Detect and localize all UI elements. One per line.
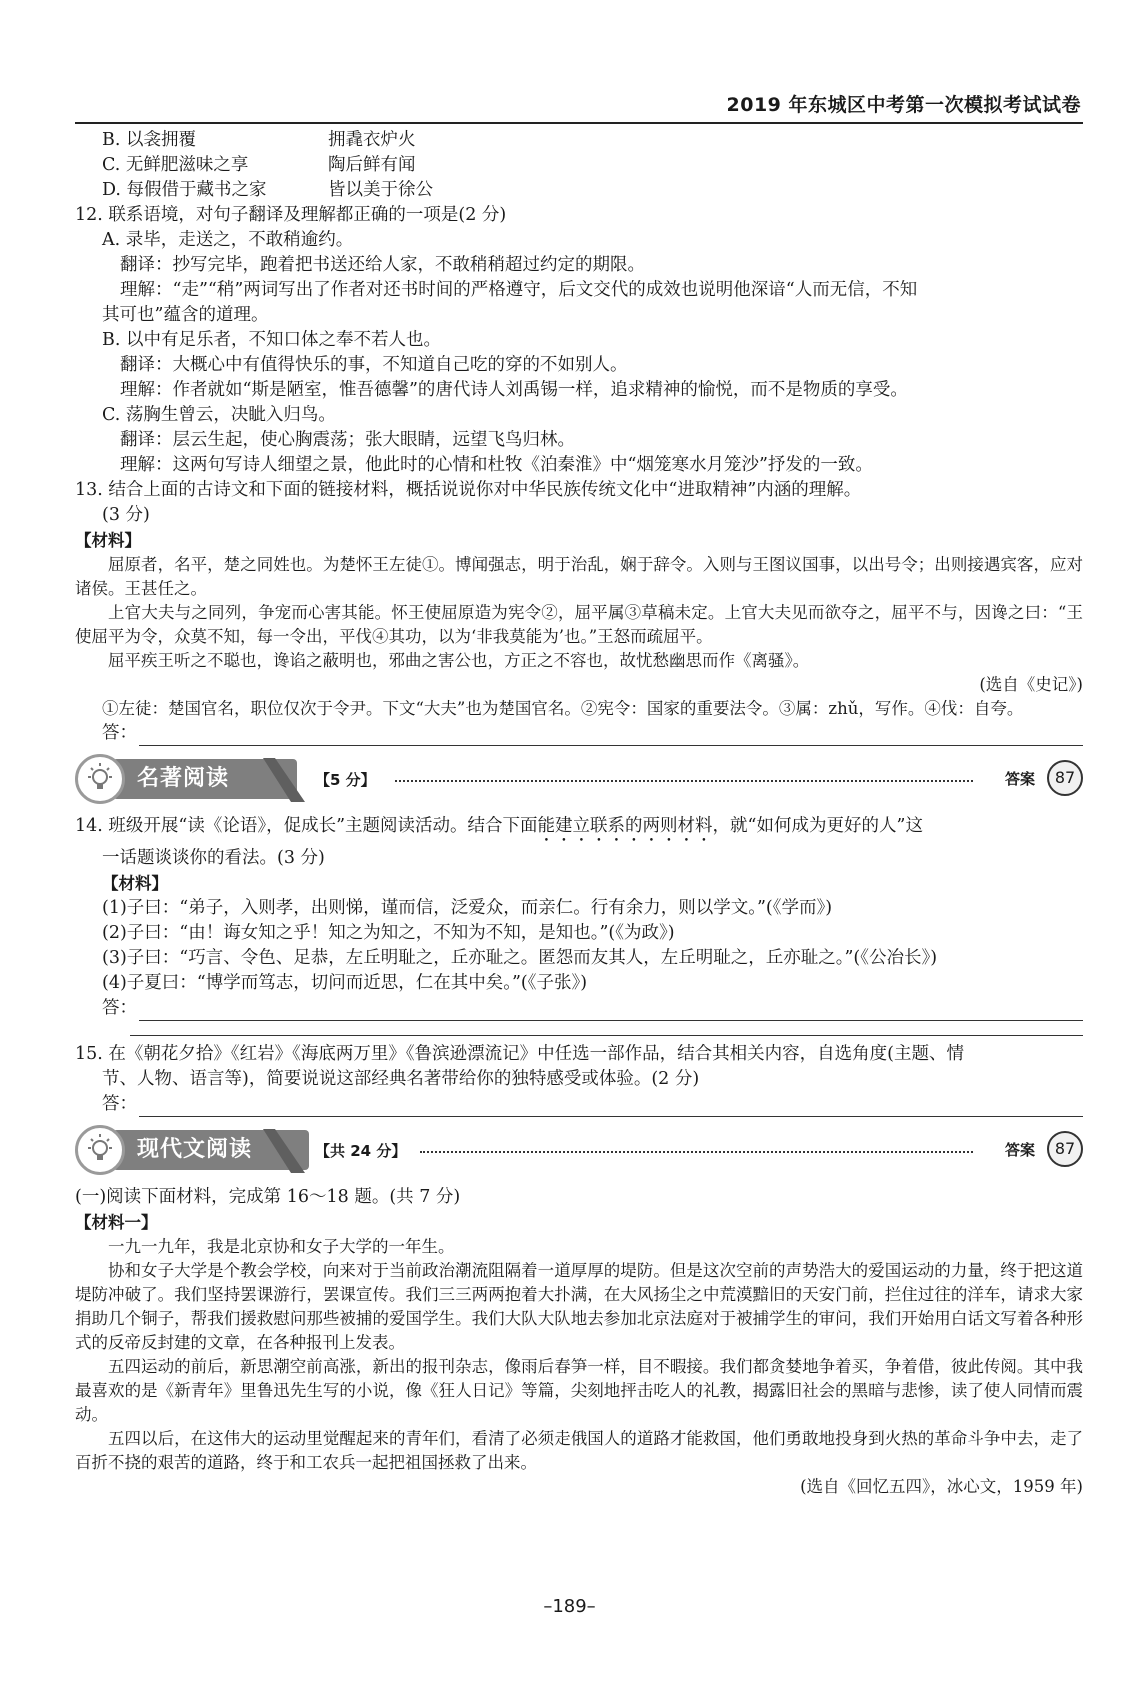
q14-stem-emphasis: 能建立联系的两则材料	[537, 816, 713, 836]
q11-option-d-left: D. 每假借于藏书之家	[102, 180, 267, 200]
q12-c-translation: 翻译：层云生起，使心胸震荡；张大眼睛，远望飞鸟归林。	[120, 430, 575, 450]
q11-option-b	[75, 128, 1083, 153]
section-banner-modern	[75, 1125, 1083, 1179]
header-title: 2019 年东城区中考第一次模拟考试试卷	[726, 94, 1081, 116]
q12-b-understanding: 理解：作者就如“斯是陋室，惟吾德馨”的唐代诗人刘禹锡一样，追求精神的愉悦，而不是物质的享受。	[120, 380, 908, 400]
q12-stem: 12. 联系语境，对句子翻译及理解都正确的一项是(2 分)	[75, 205, 507, 225]
section-score: 【共 24 分】	[315, 1142, 407, 1160]
lightbulb-icon	[75, 754, 125, 804]
q11-option-d-right: 皆以美于徐公	[328, 180, 433, 200]
q13-answer-line[interactable]	[139, 727, 1083, 746]
section-title: 现代文阅读	[137, 1137, 253, 1162]
pen-stroke-icon	[261, 1127, 307, 1175]
q13-material-label: 【材料】	[75, 531, 141, 550]
reading-intro: (一)阅读下面材料，完成第 16～18 题。(共 7 分)	[75, 1187, 461, 1207]
section-title: 名著阅读	[137, 766, 230, 791]
q14-answer-line[interactable]	[139, 1002, 1083, 1021]
q15-stem: 15. 在《朝花夕拾》《红岩》《海底两万里》《鲁滨逊漂流记》中任选一部作品，结合其相关内容，自选角度(主题、情	[75, 1044, 964, 1064]
q14-answer-row[interactable]	[75, 996, 1083, 1021]
q12-a-text: A. 录毕，走送之，不敢稍逾约。	[102, 230, 354, 250]
q13-source: (选自《史记》)	[979, 675, 1083, 694]
q15-answer-label: 答：	[102, 1094, 137, 1114]
q12-a-understanding-1: 理解：“走”“稍”两词写出了作者对还书时间的严格遵守，后文交代的成效也说明他深谙“人而无信，不知	[120, 280, 918, 300]
page-number: –189–	[543, 1596, 596, 1617]
section-leader-dots	[395, 780, 973, 782]
q13-material-p1: 屈原者，名平，楚之同姓也。为楚怀王左徒①。博闻强志，明于治乱，娴于辞令。入则与王图议国事，以出号令；出则接遇宾客，应对诸侯。王甚任之。	[75, 555, 1083, 598]
q14-item-2: (2)子曰：“由！诲女知之乎！知之为知之，不知为不知，是知也。”(《为政》)	[102, 923, 675, 943]
section-answer-label: 答案	[1004, 770, 1035, 788]
q11-option-c-left: C. 无鲜肥滋味之享	[102, 155, 249, 175]
q12-a-translation: 翻译：抄写完毕，跑着把书送还给人家，不敢稍稍超过约定的期限。	[120, 255, 645, 275]
page-content	[75, 128, 1083, 1499]
q14-answer-line-2[interactable]	[130, 1021, 1083, 1036]
answer-page-badge[interactable]: 87	[1047, 1131, 1083, 1167]
q14-stem	[75, 814, 1083, 846]
q14-item-1: (1)子曰：“弟子，入则孝，出则悌，谨而信，泛爱众，而亲仁。行有余力，则以学文。”(《学而》)	[102, 898, 833, 918]
q12-c-understanding: 理解：这两句写诗人细望之景，他此时的心情和杜牧《泊秦淮》中“烟笼寒水月笼沙”抒发的一致。	[120, 455, 873, 475]
q12-a-understanding-2: 其可也”蕴含的道理。	[102, 305, 269, 325]
reading-source: (选自《回忆五四》，冰心文，1959 年)	[800, 1477, 1083, 1496]
section-score: 【5 分】	[315, 771, 376, 789]
q13-stem-score: (3 分)	[102, 505, 150, 525]
section-banner-classics	[75, 754, 1083, 808]
section-answer-label: 答案	[1004, 1141, 1035, 1159]
q15-stem-2: 节、人物、语言等)，简要说说这部经典名著带给你的独特感受或体验。(2 分)	[102, 1069, 700, 1089]
page-header	[75, 86, 1083, 124]
section-leader-dots	[420, 1151, 973, 1153]
q11-option-d	[75, 178, 1083, 203]
q14-stem-part-a: 14. 班级开展“读《论语》，促成长”主题阅读活动。结合下面	[75, 816, 538, 836]
q11-option-c-right: 陶后鲜有闻	[328, 155, 416, 175]
reading-material-label: 【材料一】	[75, 1213, 158, 1232]
q13-answer-label: 答：	[102, 723, 137, 743]
q14-item-3: (3)子曰：“巧言、令色、足恭，左丘明耻之，丘亦耻之。匿怨而友其人，左丘明耻之，丘亦耻之。”(《公冶长》)	[102, 948, 938, 968]
lightbulb-icon	[75, 1125, 125, 1175]
reading-p4: 五四以后，在这伟大的运动里觉醒起来的青年们，看清了必须走俄国人的道路才能救国，他们勇敢地投身到火热的革命斗争中去，走了百折不挠的艰苦的道路，终于和工农兵一起把祖国拯救了出来。	[75, 1429, 1083, 1472]
reading-p3: 五四运动的前后，新思潮空前高涨，新出的报刊杂志，像雨后春笋一样，目不暇接。我们都贪婪地争着买，争着借，彼此传阅。其中我最喜欢的是《新青年》里鲁迅先生写的小说，像《狂人日记》等篇，尖刻地抨击吃人的礼教，揭露旧社会的黑暗与悲惨，读了使人同情而震动。	[75, 1357, 1083, 1424]
reading-p1: 一九一九年，我是北京协和女子大学的一年生。	[108, 1237, 455, 1256]
q11-option-c	[75, 153, 1083, 178]
q14-stem-2: 一话题谈谈你的看法。(3 分)	[102, 848, 325, 868]
q13-stem: 13. 结合上面的古诗文和下面的链接材料，概括说说你对中华民族传统文化中“进取精神”内涵的理解。	[75, 480, 862, 500]
q13-answer-row[interactable]	[75, 721, 1083, 746]
q13-material-p2: 上官大夫与之同列，争宠而心害其能。怀王使屈原造为宪令②，屈平属③草稿未定。上官大夫见而欲夺之，屈平不与，因谗之曰：“王使屈平为令，众莫不知，每一令出，平伐④其功，以为‘非我莫能为’也。”王怒而疏屈平。	[75, 603, 1083, 646]
q11-option-b-right: 拥毳衣炉火	[328, 130, 416, 150]
q15-answer-line[interactable]	[139, 1098, 1083, 1117]
q13-material-p3: 屈平疾王听之不聪也，谗谄之蔽明也，邪曲之害公也，方正之不容也，故忧愁幽思而作《离骚》。	[108, 651, 810, 670]
q12-c-text: C. 荡胸生曾云，决眦入归鸟。	[102, 405, 336, 425]
q14-stem-part-b: ，就“如何成为更好的人”这	[712, 816, 923, 836]
q14-item-4: (4)子夏曰：“博学而笃志，切问而近思，仁在其中矣。”(《子张》)	[102, 973, 588, 993]
q12-b-text: B. 以中有足乐者，不知口体之奉不若人也。	[102, 330, 441, 350]
q11-option-b-left: B. 以衾拥覆	[102, 130, 196, 150]
q13-notes: ①左徒：楚国官名，职位仅次于令尹。下文“大夫”也为楚国官名。②宪令：国家的重要法令。③属：zhǔ，写作。④伐：自夸。	[102, 699, 1024, 718]
q14-answer-label: 答：	[102, 998, 137, 1018]
q14-material-label: 【材料】	[102, 874, 168, 893]
reading-p2: 协和女子大学是个教会学校，向来对于当前政治潮流阻隔着一道厚厚的堤防。但是这次空前的声势浩大的爱国运动的力量，终于把这道堤防冲破了。我们坚持罢课游行，罢课宣传。我们三三两两抱着大扑满，在大风扬尘之中荒漠黯旧的天安门前，拦住过往的洋车，请求大家捐助几个铜子，帮我们援救慰问那些被捕的爱国学生。我们大队大队地去参加北京法庭对于被捕学生的审问，我们开始用白话文写着各种形式的反帝反封建的文章，在各种报刊上发表。	[75, 1261, 1083, 1352]
pen-stroke-icon	[261, 756, 307, 804]
answer-page-badge[interactable]: 87	[1047, 760, 1083, 796]
q12-b-translation: 翻译：大概心中有值得快乐的事，不知道自己吃的穿的不如别人。	[120, 355, 628, 375]
q15-answer-row[interactable]	[75, 1092, 1083, 1117]
